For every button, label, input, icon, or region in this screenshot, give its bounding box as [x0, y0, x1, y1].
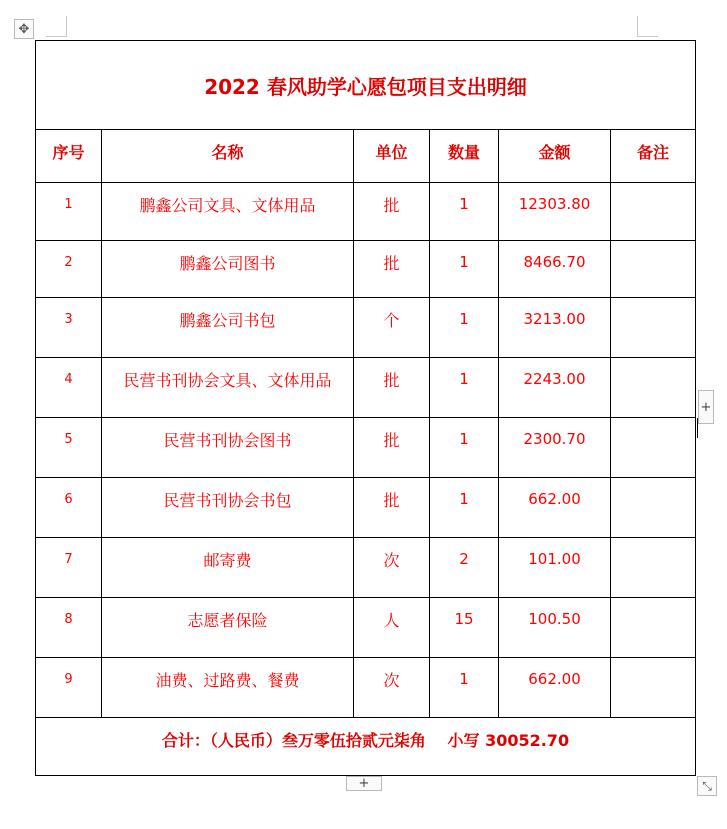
header-name[interactable]: 名称 [102, 130, 354, 183]
margin-corner-mark [637, 16, 658, 37]
cell-quantity[interactable]: 1 [430, 478, 499, 538]
cell-seq[interactable]: 1 [36, 183, 102, 241]
cell-name[interactable]: 鹏鑫公司书包 [102, 298, 354, 358]
add-column-icon[interactable]: + [698, 390, 714, 424]
expense-table [35, 40, 696, 776]
cell-seq[interactable]: 3 [36, 298, 102, 358]
cell-name[interactable]: 民营书刊协会文具、文体用品 [102, 358, 354, 418]
table-row [36, 418, 696, 478]
table-resize-handle-icon[interactable]: ⤡ [697, 776, 717, 796]
table-row [36, 658, 696, 718]
cell-amount[interactable]: 100.50 [499, 598, 611, 658]
cell-quantity[interactable]: 1 [430, 241, 499, 298]
table-row [36, 358, 696, 418]
cell-amount[interactable]: 2300.70 [499, 418, 611, 478]
cell-unit[interactable]: 次 [354, 538, 430, 598]
cell-amount[interactable]: 8466.70 [499, 241, 611, 298]
cell-note[interactable] [611, 478, 696, 538]
cell-note[interactable] [611, 598, 696, 658]
cell-note[interactable] [611, 358, 696, 418]
table-row [36, 241, 696, 298]
cell-name[interactable]: 民营书刊协会书包 [102, 478, 354, 538]
cell-seq[interactable]: 7 [36, 538, 102, 598]
cell-note[interactable] [611, 241, 696, 298]
cell-unit[interactable]: 批 [354, 183, 430, 241]
cell-name[interactable]: 油费、过路费、餐费 [102, 658, 354, 718]
header-row [36, 130, 696, 183]
cell-amount[interactable]: 12303.80 [499, 183, 611, 241]
cell-unit[interactable]: 次 [354, 658, 430, 718]
total-row [36, 718, 696, 776]
add-row-icon[interactable]: + [346, 776, 382, 791]
cell-note[interactable] [611, 418, 696, 478]
cell-seq[interactable]: 8 [36, 598, 102, 658]
header-unit[interactable]: 单位 [354, 130, 430, 183]
cell-unit[interactable]: 批 [354, 478, 430, 538]
header-seq[interactable]: 序号 [36, 130, 102, 183]
cell-name[interactable]: 民营书刊协会图书 [102, 418, 354, 478]
cell-note[interactable] [611, 183, 696, 241]
table-row [36, 598, 696, 658]
cell-unit[interactable]: 个 [354, 298, 430, 358]
table-row [36, 538, 696, 598]
cell-seq[interactable]: 2 [36, 241, 102, 298]
cell-name[interactable]: 鹏鑫公司图书 [102, 241, 354, 298]
header-note[interactable]: 备注 [611, 130, 696, 183]
cell-quantity[interactable]: 2 [430, 538, 499, 598]
cell-quantity[interactable]: 15 [430, 598, 499, 658]
cell-quantity[interactable]: 1 [430, 658, 499, 718]
margin-corner-mark [46, 16, 67, 37]
cell-note[interactable] [611, 538, 696, 598]
table-move-handle-icon[interactable]: ✥ [14, 19, 34, 39]
header-amount[interactable]: 金额 [499, 130, 611, 183]
cell-seq[interactable]: 6 [36, 478, 102, 538]
cell-amount[interactable]: 3213.00 [499, 298, 611, 358]
cell-unit[interactable]: 批 [354, 241, 430, 298]
cell-quantity[interactable]: 1 [430, 183, 499, 241]
cell-unit[interactable]: 批 [354, 358, 430, 418]
table-title[interactable]: 2022 春风助学心愿包项目支出明细 [36, 41, 696, 130]
cell-quantity[interactable]: 1 [430, 298, 499, 358]
cell-name[interactable]: 鹏鑫公司文具、文体用品 [102, 183, 354, 241]
cell-note[interactable] [611, 298, 696, 358]
cell-amount[interactable]: 662.00 [499, 478, 611, 538]
table-row [36, 298, 696, 358]
cell-unit[interactable]: 批 [354, 418, 430, 478]
text-cursor [697, 418, 698, 438]
cell-amount[interactable]: 2243.00 [499, 358, 611, 418]
cell-name[interactable]: 邮寄费 [102, 538, 354, 598]
cell-seq[interactable]: 4 [36, 358, 102, 418]
table-row [36, 478, 696, 538]
cell-quantity[interactable]: 1 [430, 358, 499, 418]
cell-seq[interactable]: 5 [36, 418, 102, 478]
cell-amount[interactable]: 101.00 [499, 538, 611, 598]
cell-name[interactable]: 志愿者保险 [102, 598, 354, 658]
cell-note[interactable] [611, 658, 696, 718]
total-cell[interactable]: 合计：（人民币）叁万零伍拾贰元柒角 小写 30052.70 [36, 718, 696, 776]
cell-amount[interactable]: 662.00 [499, 658, 611, 718]
cell-quantity[interactable]: 1 [430, 418, 499, 478]
header-quantity[interactable]: 数量 [430, 130, 499, 183]
cell-seq[interactable]: 9 [36, 658, 102, 718]
title-row [36, 41, 696, 130]
table-row [36, 183, 696, 241]
cell-unit[interactable]: 人 [354, 598, 430, 658]
